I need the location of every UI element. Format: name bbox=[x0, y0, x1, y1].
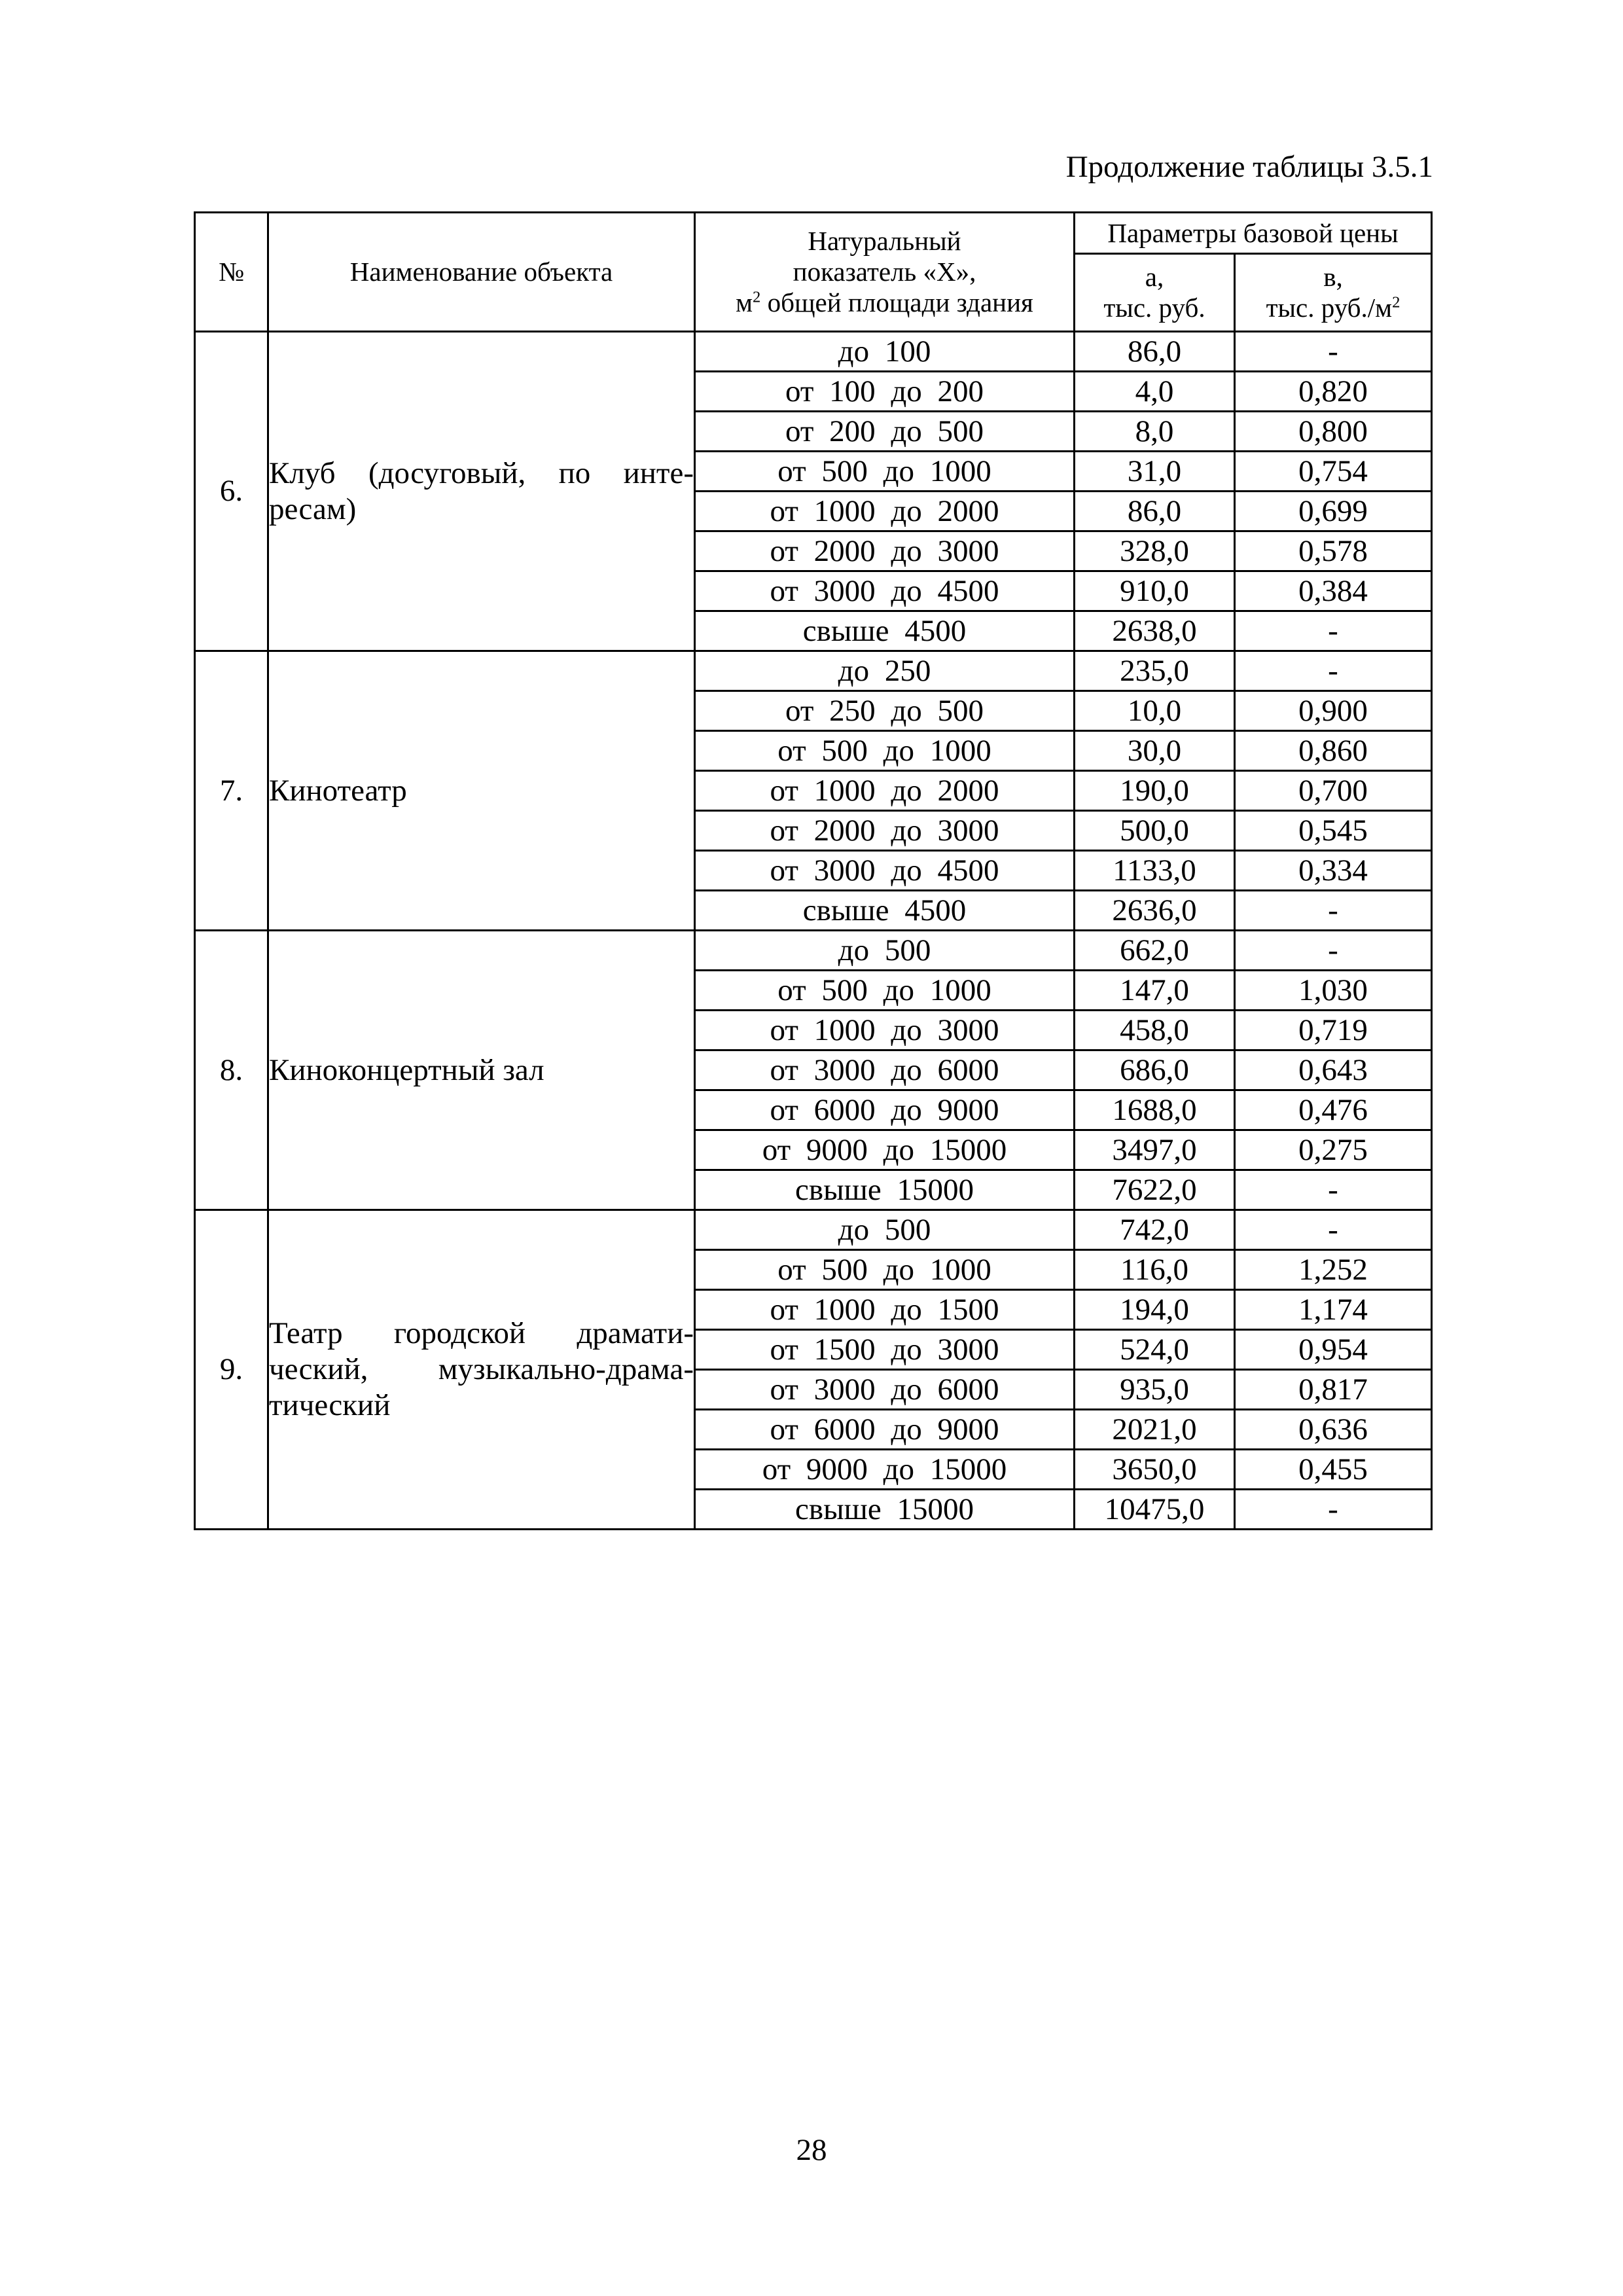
object-name: Кинотеатр bbox=[268, 651, 695, 931]
natural-indicator-range: от 250 до 500 bbox=[695, 691, 1075, 731]
param-b-value: 0,860 bbox=[1235, 731, 1432, 771]
param-a-value: 1133,0 bbox=[1075, 851, 1235, 891]
param-b-value: - bbox=[1235, 651, 1432, 691]
header-natural-indicator bbox=[695, 213, 1075, 332]
natural-indicator-range: до 500 bbox=[695, 1210, 1075, 1250]
header-x-rest: общей площади здания bbox=[760, 287, 1033, 317]
page-number: 28 bbox=[796, 2133, 827, 2167]
header-param-a bbox=[1075, 254, 1235, 332]
natural-indicator-range: от 2000 до 3000 bbox=[695, 531, 1075, 571]
param-b-value: 0,954 bbox=[1235, 1330, 1432, 1370]
param-b-value: 0,754 bbox=[1235, 452, 1432, 492]
natural-indicator-range: до 250 bbox=[695, 651, 1075, 691]
param-b-value: 0,384 bbox=[1235, 571, 1432, 611]
natural-indicator-range: от 6000 до 9000 bbox=[695, 1090, 1075, 1130]
natural-indicator-range: от 3000 до 6000 bbox=[695, 1050, 1075, 1090]
natural-indicator-range: до 100 bbox=[695, 332, 1075, 372]
natural-indicator-range: от 1000 до 2000 bbox=[695, 771, 1075, 811]
param-a-value: 3650,0 bbox=[1075, 1450, 1235, 1490]
natural-indicator-range: от 100 до 200 bbox=[695, 372, 1075, 412]
param-a-value: 86,0 bbox=[1075, 332, 1235, 372]
param-a-value: 2636,0 bbox=[1075, 891, 1235, 931]
param-a-value: 328,0 bbox=[1075, 531, 1235, 571]
header-a-line2: тыс. руб. bbox=[1103, 293, 1205, 323]
param-b-value: - bbox=[1235, 1490, 1432, 1530]
param-b-value: 0,636 bbox=[1235, 1410, 1432, 1450]
param-a-value: 30,0 bbox=[1075, 731, 1235, 771]
table-body bbox=[195, 332, 1432, 1530]
header-x-line2: показатель «X», bbox=[793, 257, 976, 287]
param-b-value: - bbox=[1235, 1210, 1432, 1250]
header-b-unit-sup: 2 bbox=[1392, 293, 1400, 312]
natural-indicator-range: от 500 до 1000 bbox=[695, 971, 1075, 1011]
natural-indicator-range: от 500 до 1000 bbox=[695, 1250, 1075, 1290]
param-b-value: - bbox=[1235, 332, 1432, 372]
object-name: Клуб (досуговый, по инте-ресам) bbox=[268, 332, 695, 651]
param-b-value: 0,476 bbox=[1235, 1090, 1432, 1130]
natural-indicator-range: свыше 15000 bbox=[695, 1170, 1075, 1210]
natural-indicator-range: от 3000 до 4500 bbox=[695, 571, 1075, 611]
table-row bbox=[195, 651, 1432, 691]
param-a-value: 194,0 bbox=[1075, 1290, 1235, 1330]
param-a-value: 147,0 bbox=[1075, 971, 1235, 1011]
param-a-value: 86,0 bbox=[1075, 492, 1235, 531]
natural-indicator-range: от 6000 до 9000 bbox=[695, 1410, 1075, 1450]
header-b-unit: тыс. руб./м bbox=[1266, 293, 1393, 323]
table-row bbox=[195, 332, 1432, 372]
natural-indicator-range: от 9000 до 15000 bbox=[695, 1450, 1075, 1490]
natural-indicator-range: свыше 4500 bbox=[695, 891, 1075, 931]
param-a-value: 1688,0 bbox=[1075, 1090, 1235, 1130]
natural-indicator-range: от 1500 до 3000 bbox=[695, 1330, 1075, 1370]
param-a-value: 4,0 bbox=[1075, 372, 1235, 412]
natural-indicator-range: от 9000 до 15000 bbox=[695, 1130, 1075, 1170]
param-b-value: - bbox=[1235, 611, 1432, 651]
object-number: 8. bbox=[195, 931, 268, 1210]
header-x-unit-sup: 2 bbox=[753, 288, 761, 306]
natural-indicator-range: от 1000 до 3000 bbox=[695, 1011, 1075, 1050]
param-b-value: 1,252 bbox=[1235, 1250, 1432, 1290]
natural-indicator-range: свыше 15000 bbox=[695, 1490, 1075, 1530]
natural-indicator-range: от 200 до 500 bbox=[695, 412, 1075, 452]
object-number: 9. bbox=[195, 1210, 268, 1530]
natural-indicator-range: от 2000 до 3000 bbox=[695, 811, 1075, 851]
param-a-value: 2638,0 bbox=[1075, 611, 1235, 651]
header-x-line1: Натуральный bbox=[808, 226, 961, 257]
param-b-value: 0,800 bbox=[1235, 412, 1432, 452]
header-base-price-params: Параметры базовой цены bbox=[1075, 213, 1432, 254]
param-b-value: 1,030 bbox=[1235, 971, 1432, 1011]
param-b-value: 0,817 bbox=[1235, 1370, 1432, 1410]
param-a-value: 742,0 bbox=[1075, 1210, 1235, 1250]
object-name: Театр городской драмати-ческий, музыкально-драма-тический bbox=[268, 1210, 695, 1530]
param-b-value: - bbox=[1235, 891, 1432, 931]
natural-indicator-range: от 1000 до 1500 bbox=[695, 1290, 1075, 1330]
param-a-value: 524,0 bbox=[1075, 1330, 1235, 1370]
natural-indicator-range: от 500 до 1000 bbox=[695, 731, 1075, 771]
param-a-value: 8,0 bbox=[1075, 412, 1235, 452]
param-b-value: 0,578 bbox=[1235, 531, 1432, 571]
param-a-value: 7622,0 bbox=[1075, 1170, 1235, 1210]
param-a-value: 116,0 bbox=[1075, 1250, 1235, 1290]
header-object-name: Наименование объекта bbox=[268, 213, 695, 332]
param-a-value: 935,0 bbox=[1075, 1370, 1235, 1410]
header-number: № bbox=[195, 213, 268, 332]
natural-indicator-range: от 500 до 1000 bbox=[695, 452, 1075, 492]
param-b-value: 0,643 bbox=[1235, 1050, 1432, 1090]
param-b-value: 0,900 bbox=[1235, 691, 1432, 731]
param-b-value: 0,719 bbox=[1235, 1011, 1432, 1050]
header-b-line1: в, bbox=[1323, 262, 1343, 293]
header-a-line1: а, bbox=[1145, 262, 1164, 293]
header-x-line3 bbox=[696, 287, 1073, 318]
param-a-value: 235,0 bbox=[1075, 651, 1235, 691]
param-a-value: 2021,0 bbox=[1075, 1410, 1235, 1450]
object-number: 7. bbox=[195, 651, 268, 931]
param-b-value: 1,174 bbox=[1235, 1290, 1432, 1330]
table-caption: Продолжение таблицы 3.5.1 bbox=[1065, 150, 1433, 184]
natural-indicator-range: от 3000 до 4500 bbox=[695, 851, 1075, 891]
param-a-value: 686,0 bbox=[1075, 1050, 1235, 1090]
header-param-b bbox=[1235, 254, 1432, 332]
param-a-value: 31,0 bbox=[1075, 452, 1235, 492]
natural-indicator-range: от 3000 до 6000 bbox=[695, 1370, 1075, 1410]
param-a-value: 10475,0 bbox=[1075, 1490, 1235, 1530]
param-b-value: - bbox=[1235, 931, 1432, 971]
header-x-unit: м bbox=[736, 287, 753, 317]
param-b-value: 0,700 bbox=[1235, 771, 1432, 811]
param-a-value: 500,0 bbox=[1075, 811, 1235, 851]
param-a-value: 910,0 bbox=[1075, 571, 1235, 611]
price-table bbox=[194, 211, 1433, 1530]
param-a-value: 662,0 bbox=[1075, 931, 1235, 971]
table-row bbox=[195, 1210, 1432, 1250]
object-name: Киноконцертный зал bbox=[268, 931, 695, 1210]
header-b-line2 bbox=[1236, 293, 1431, 323]
param-a-value: 10,0 bbox=[1075, 691, 1235, 731]
param-a-value: 458,0 bbox=[1075, 1011, 1235, 1050]
param-a-value: 190,0 bbox=[1075, 771, 1235, 811]
object-number: 6. bbox=[195, 332, 268, 651]
param-b-value: 0,545 bbox=[1235, 811, 1432, 851]
param-b-value: 0,275 bbox=[1235, 1130, 1432, 1170]
table-header bbox=[195, 213, 1432, 332]
param-b-value: 0,820 bbox=[1235, 372, 1432, 412]
natural-indicator-range: свыше 4500 bbox=[695, 611, 1075, 651]
natural-indicator-range: от 1000 до 2000 bbox=[695, 492, 1075, 531]
table-row bbox=[195, 931, 1432, 971]
param-b-value: 0,455 bbox=[1235, 1450, 1432, 1490]
param-b-value: 0,334 bbox=[1235, 851, 1432, 891]
param-b-value: - bbox=[1235, 1170, 1432, 1210]
param-a-value: 3497,0 bbox=[1075, 1130, 1235, 1170]
param-b-value: 0,699 bbox=[1235, 492, 1432, 531]
natural-indicator-range: до 500 bbox=[695, 931, 1075, 971]
